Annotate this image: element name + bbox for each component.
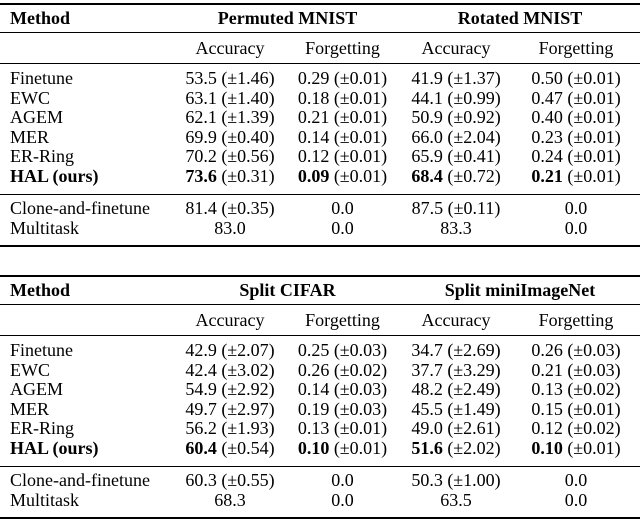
metric-value: 0.21	[531, 165, 563, 186]
metric-value: 42.9	[185, 340, 217, 360]
metric-value-cell	[512, 336, 640, 361]
metric-value-cell	[285, 64, 400, 89]
metric-value: 0.0	[331, 489, 354, 510]
std-dev-value: (±0.01)	[333, 68, 388, 88]
metric-value-cell	[285, 336, 400, 361]
metric-value-cell	[400, 419, 512, 439]
metric-value: 60.4	[185, 437, 217, 458]
std-dev-value: (±0.54)	[221, 437, 275, 458]
std-dev-value: (±3.02)	[221, 359, 275, 380]
metric-value: 87.5	[411, 198, 444, 218]
metric-value-cell	[400, 361, 512, 381]
metric-value-cell	[285, 195, 400, 219]
metric-value-cell	[400, 64, 512, 89]
metric-value: 0.09	[297, 165, 330, 186]
metric-value: 51.6	[411, 437, 443, 458]
metric-value-cell	[512, 400, 640, 420]
std-dev-value: (±2.02)	[447, 437, 501, 458]
metric-column-header: Forgetting	[285, 33, 400, 64]
metric-value: 73.6	[185, 165, 217, 186]
metric-value-cell	[400, 380, 512, 400]
method-name: Clone-and-finetune	[10, 470, 150, 490]
metric-value: 65.9	[411, 146, 443, 166]
metric-value-cell	[285, 491, 400, 519]
metric-value: 0.21	[531, 359, 563, 380]
metric-value-cell	[285, 467, 400, 491]
table-row	[0, 219, 640, 247]
std-dev-value: (±2.92)	[221, 379, 275, 399]
metric-value: 0.19	[297, 398, 330, 419]
std-dev-value: (±1.00)	[447, 470, 501, 490]
metric-value: 0.13	[531, 379, 563, 399]
metric-value-cell	[175, 147, 285, 167]
metric-value: 60.3	[185, 470, 217, 490]
std-dev-value: (±0.35)	[221, 198, 275, 218]
mnist-results-table	[0, 3, 640, 247]
std-dev-value: (±2.04)	[447, 126, 501, 147]
std-dev-value: (±0.55)	[221, 470, 275, 490]
metric-value: 0.0	[331, 198, 354, 218]
std-dev-value: (±0.01)	[333, 418, 388, 438]
std-dev-value: (±0.01)	[567, 107, 621, 127]
method-column-header: Method	[0, 276, 175, 305]
benchmark-group-header: Rotated MNIST	[400, 4, 640, 33]
table-row	[0, 439, 640, 467]
metric-value-cell	[400, 128, 512, 148]
metric-value: 69.9	[185, 126, 217, 147]
method-column-header: Method	[0, 4, 175, 33]
metric-column-header: Accuracy	[175, 305, 285, 336]
metric-value: 50.3	[411, 470, 443, 490]
metric-value: 37.7	[411, 359, 443, 380]
method-results-body	[0, 64, 640, 195]
table-row	[0, 64, 640, 89]
metric-column-header: Forgetting	[285, 305, 400, 336]
method-name: Clone-and-finetune	[10, 198, 150, 218]
std-dev-value: (±0.01)	[567, 126, 621, 147]
empty-header-cell	[0, 305, 175, 336]
benchmark-group-header: Split miniImageNet	[400, 276, 640, 305]
metric-value: 0.40	[531, 107, 563, 127]
std-dev-value: (±0.01)	[567, 398, 621, 419]
metric-column-header: Forgetting	[512, 33, 640, 64]
std-dev-value: (±0.02)	[333, 359, 388, 380]
benchmark-group-header: Permuted MNIST	[175, 4, 400, 33]
metric-value-cell	[512, 167, 640, 195]
table-row	[0, 108, 640, 128]
metric-value: 56.2	[185, 418, 217, 438]
metric-value-cell	[285, 219, 400, 247]
std-dev-value: (±0.01)	[567, 437, 621, 458]
metric-value: 0.47	[531, 87, 563, 108]
std-dev-value: (±0.03)	[567, 340, 621, 360]
metric-value-cell	[285, 380, 400, 400]
metric-value: 49.7	[185, 398, 217, 419]
std-dev-value: (±2.97)	[221, 398, 275, 419]
method-name: MER	[10, 398, 50, 419]
method-name: HAL (ours)	[10, 165, 99, 186]
metric-value: 0.29	[297, 68, 330, 88]
metric-value-cell	[175, 195, 285, 219]
metric-value: 0.21	[297, 107, 330, 127]
method-name: AGEM	[10, 107, 63, 127]
table-subheader-row	[0, 305, 640, 336]
metric-column-header: Accuracy	[400, 305, 512, 336]
metric-value: 0.25	[297, 340, 330, 360]
metric-value-cell	[285, 89, 400, 109]
table-header-row	[0, 276, 640, 305]
metric-value: 44.1	[411, 87, 443, 108]
std-dev-value: (±1.40)	[221, 87, 275, 108]
std-dev-value: (±0.41)	[447, 146, 501, 166]
metric-value: 63.5	[440, 489, 472, 510]
metric-value-cell	[512, 439, 640, 467]
metric-value-cell	[400, 336, 512, 361]
metric-value-cell	[400, 108, 512, 128]
metric-value-cell	[175, 336, 285, 361]
benchmark-group-header: Split CIFAR	[175, 276, 400, 305]
metric-value: 0.24	[531, 146, 563, 166]
metric-value: 0.12	[297, 146, 330, 166]
std-dev-value: (±0.03)	[333, 379, 388, 399]
metric-value-cell	[512, 467, 640, 491]
metric-value: 0.14	[297, 126, 330, 147]
metric-value-cell	[175, 419, 285, 439]
std-dev-value: (±2.69)	[447, 340, 501, 360]
metric-value-cell	[400, 89, 512, 109]
metric-value-cell	[512, 219, 640, 247]
metric-value-cell	[285, 419, 400, 439]
metric-value: 0.26	[531, 340, 563, 360]
std-dev-value: (±0.03)	[567, 359, 621, 380]
metric-value: 68.4	[411, 165, 443, 186]
metric-value-cell	[175, 400, 285, 420]
std-dev-value: (±1.93)	[221, 418, 275, 438]
std-dev-value: (±0.01)	[333, 87, 388, 108]
metric-value: 50.9	[411, 107, 443, 127]
method-name: HAL (ours)	[10, 437, 99, 458]
metric-value-cell	[512, 419, 640, 439]
table-row	[0, 336, 640, 361]
method-name: MER	[10, 126, 50, 147]
metric-value: 34.7	[411, 340, 443, 360]
metric-value-cell	[285, 361, 400, 381]
metric-value-cell	[175, 467, 285, 491]
metric-value-cell	[512, 64, 640, 89]
metric-value-cell	[512, 195, 640, 219]
std-dev-value: (±2.07)	[221, 340, 275, 360]
metric-value-cell	[400, 439, 512, 467]
metric-value: 54.9	[185, 379, 217, 399]
method-name: AGEM	[10, 379, 63, 399]
method-name: EWC	[10, 359, 50, 380]
method-name: ER-Ring	[10, 146, 75, 166]
table-row	[0, 380, 640, 400]
std-dev-value: (±1.39)	[221, 107, 275, 127]
metric-value-cell	[175, 64, 285, 89]
table-header-row	[0, 4, 640, 33]
metric-value-cell	[175, 128, 285, 148]
metric-value-cell	[512, 380, 640, 400]
metric-value: 0.10	[297, 437, 330, 458]
metric-value: 0.14	[297, 379, 330, 399]
std-dev-value: (±0.01)	[567, 146, 621, 166]
std-dev-value: (±0.31)	[221, 165, 275, 186]
table-row	[0, 89, 640, 109]
std-dev-value: (±2.49)	[447, 379, 501, 399]
metric-value-cell	[400, 147, 512, 167]
baseline-results-body	[0, 195, 640, 247]
std-dev-value: (±0.01)	[567, 68, 621, 88]
empty-header-cell	[0, 33, 175, 64]
metric-value-cell	[512, 147, 640, 167]
table-row	[0, 195, 640, 219]
std-dev-value: (±1.37)	[447, 68, 501, 88]
std-dev-value: (±0.02)	[567, 379, 621, 399]
std-dev-value: (±1.49)	[447, 398, 501, 419]
metric-value-cell	[400, 467, 512, 491]
metric-value-cell	[175, 361, 285, 381]
metric-value: 0.0	[564, 217, 588, 238]
metric-value-cell	[285, 400, 400, 420]
metric-value-cell	[400, 219, 512, 247]
std-dev-value: (±0.01)	[333, 437, 388, 458]
table-row	[0, 491, 640, 519]
metric-value: 63.1	[185, 87, 217, 108]
std-dev-value: (±0.40)	[221, 126, 275, 147]
std-dev-value: (±0.11)	[447, 198, 501, 218]
std-dev-value: (±0.03)	[333, 398, 388, 419]
std-dev-value: (±2.61)	[447, 418, 501, 438]
method-name: EWC	[10, 87, 50, 108]
metric-value-cell	[285, 439, 400, 467]
metric-value-cell	[400, 167, 512, 195]
method-name: ER-Ring	[10, 418, 75, 438]
metric-value: 0.0	[331, 217, 354, 238]
metric-value: 0.0	[564, 489, 588, 510]
metric-value: 0.23	[531, 126, 563, 147]
metric-value-cell	[400, 491, 512, 519]
table-row	[0, 419, 640, 439]
metric-value-cell	[175, 89, 285, 109]
metric-value: 0.12	[531, 418, 563, 438]
metric-value: 68.3	[214, 489, 246, 510]
table-row	[0, 361, 640, 381]
metric-value: 48.2	[411, 379, 443, 399]
baseline-results-body	[0, 467, 640, 519]
std-dev-value: (±0.99)	[447, 87, 501, 108]
table-row	[0, 400, 640, 420]
metric-value-cell	[512, 491, 640, 519]
metric-column-header: Forgetting	[512, 305, 640, 336]
std-dev-value: (±0.72)	[447, 165, 501, 186]
metric-value: 0.13	[297, 418, 330, 438]
metric-value-cell	[175, 491, 285, 519]
std-dev-value: (±1.46)	[221, 68, 275, 88]
metric-value-cell	[285, 128, 400, 148]
metric-value: 49.0	[411, 418, 443, 438]
metric-value: 0.10	[531, 437, 563, 458]
method-name: Finetune	[10, 340, 73, 360]
table-row	[0, 128, 640, 148]
table-subheader-row	[0, 33, 640, 64]
method-name: Multitask	[10, 489, 80, 510]
metric-value: 0.18	[297, 87, 330, 108]
table-row	[0, 167, 640, 195]
metric-value: 41.9	[411, 68, 443, 88]
metric-value: 0.26	[297, 359, 330, 380]
metric-value: 62.1	[185, 107, 217, 127]
std-dev-value: (±0.01)	[567, 165, 621, 186]
metric-value-cell	[512, 361, 640, 381]
metric-value: 83.0	[214, 217, 246, 238]
metric-value-cell	[400, 195, 512, 219]
metric-value: 42.4	[185, 359, 217, 380]
metric-value-cell	[512, 108, 640, 128]
metric-value: 0.0	[564, 198, 588, 218]
std-dev-value: (±0.01)	[333, 146, 388, 166]
metric-value: 66.0	[411, 126, 443, 147]
std-dev-value: (±0.01)	[567, 87, 621, 108]
metric-column-header: Accuracy	[400, 33, 512, 64]
metric-column-header: Accuracy	[175, 33, 285, 64]
metric-value: 81.4	[185, 198, 217, 218]
metric-value-cell	[285, 108, 400, 128]
metric-value-cell	[175, 219, 285, 247]
std-dev-value: (±0.56)	[221, 146, 275, 166]
table-row	[0, 467, 640, 491]
metric-value-cell	[175, 108, 285, 128]
method-name: Finetune	[10, 68, 73, 88]
metric-value-cell	[175, 167, 285, 195]
std-dev-value: (±0.92)	[447, 107, 501, 127]
metric-value-cell	[400, 400, 512, 420]
cifar-miniimagenet-results-table	[0, 275, 640, 519]
std-dev-value: (±0.02)	[567, 418, 621, 438]
metric-value: 70.2	[185, 146, 217, 166]
metric-value-cell	[175, 439, 285, 467]
method-results-body	[0, 336, 640, 467]
metric-value-cell	[285, 167, 400, 195]
std-dev-value: (±0.01)	[333, 107, 388, 127]
metric-value-cell	[512, 128, 640, 148]
metric-value-cell	[512, 89, 640, 109]
metric-value: 0.15	[531, 398, 563, 419]
metric-value: 0.50	[531, 68, 563, 88]
metric-value: 83.3	[440, 217, 472, 238]
method-name: Multitask	[10, 217, 80, 238]
metric-value-cell	[175, 380, 285, 400]
metric-value: 0.0	[331, 470, 354, 490]
metric-value: 45.5	[411, 398, 443, 419]
std-dev-value: (±3.29)	[447, 359, 501, 380]
metric-value: 0.0	[564, 470, 588, 490]
std-dev-value: (±0.01)	[333, 126, 388, 147]
metric-value: 53.5	[185, 68, 217, 88]
metric-value-cell	[285, 147, 400, 167]
std-dev-value: (±0.01)	[333, 165, 388, 186]
std-dev-value: (±0.03)	[333, 340, 388, 360]
table-row	[0, 147, 640, 167]
